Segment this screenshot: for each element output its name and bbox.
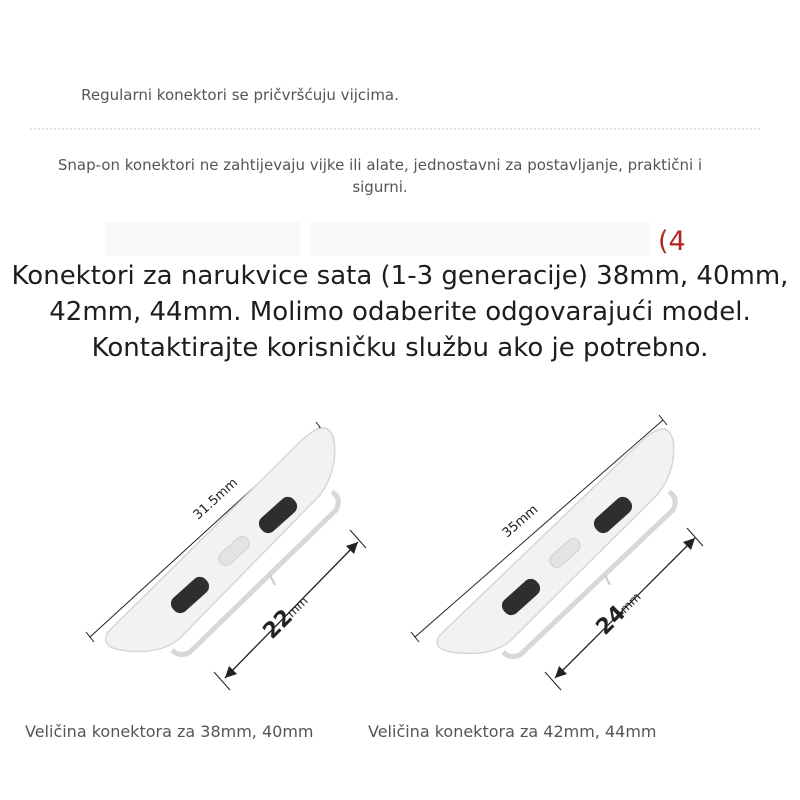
connector-body [106,428,339,655]
width-value: 22 [258,604,298,645]
length-label: 31.5mm [190,475,242,523]
faded-box-left [105,222,300,256]
step-number: (4 [658,226,686,257]
regular-connectors-note: Regularni konektori se pričvršćuju vijcima. [81,86,399,104]
connector-body [437,429,675,657]
width-value: 24 [591,600,631,641]
connector-diagram-small [80,400,380,700]
faded-box-right [310,222,650,256]
width-unit: mm [617,589,644,617]
faded-text-line [30,128,760,140]
connector-diagram-large [405,400,705,700]
caption-large-connector: Veličina konektora za 42mm, 44mm [368,722,657,741]
width-unit: mm [284,593,311,621]
snap-on-connectors-note: Snap-on konektori ne zahtijevaju vijke ili alate, jednostavni za postavljanje, praktični i sigurni. [57,156,703,196]
caption-small-connector: Veličina konektora za 38mm, 40mm [25,722,314,741]
headline: Konektori za narukvice sata (1-3 generacije) 38mm, 40mm, 42mm, 44mm. Molimo odaberite odgovarajući model. Kontaktirajte korisničku službu ako je potrebno. [11,261,789,363]
length-label: 35mm [499,502,542,542]
